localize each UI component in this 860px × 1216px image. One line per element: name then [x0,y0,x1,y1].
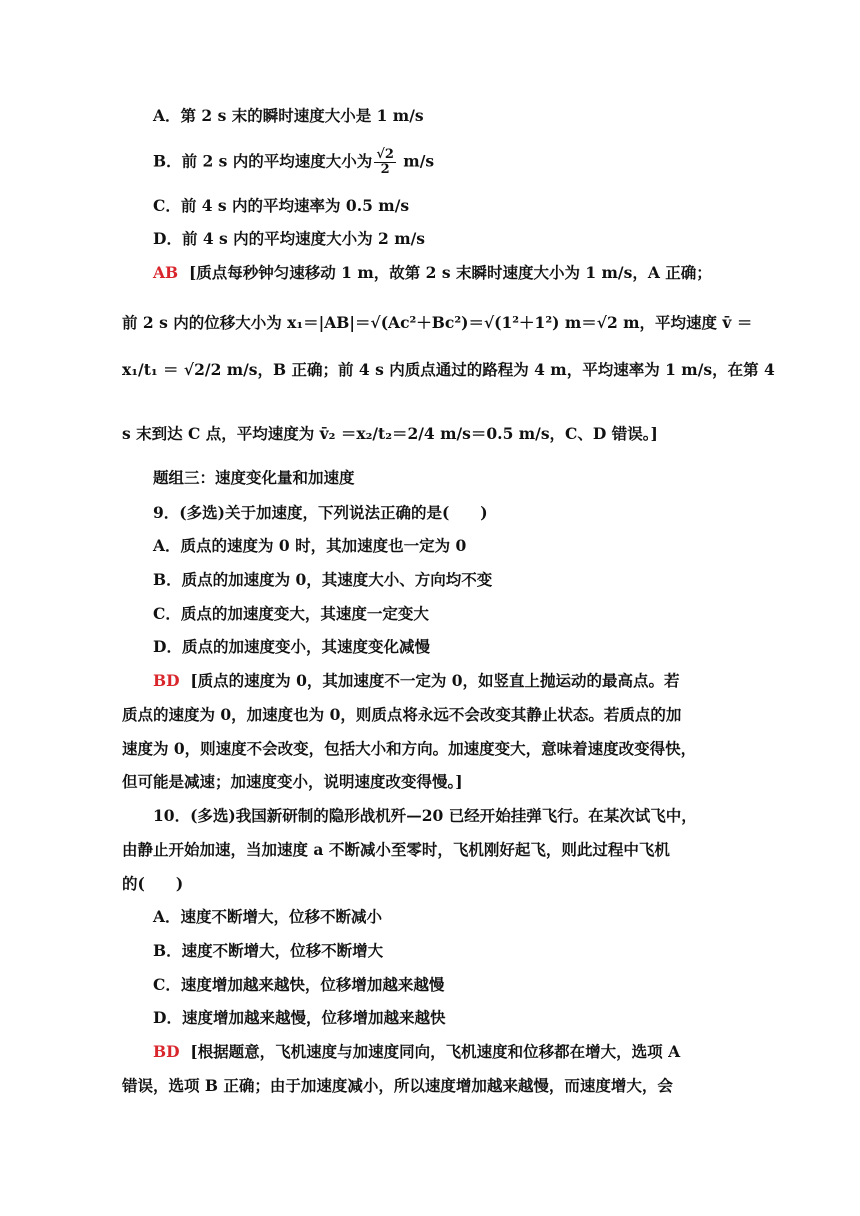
q8-option-b-fraction [374,148,396,177]
q10-stem-2: 由静止开始加速，当加速度 a 不断减小至零时，飞机刚好起飞，则此过程中飞机 [122,840,670,859]
q8-option-c: C．前 4 s 内的平均速率为 0.5 m/s [153,196,410,215]
q9-option-a: A．质点的速度为 0 时，其加速度也一定为 0 [153,536,467,555]
q8-option-b-suffix: m/s [397,151,435,171]
q8-option-b-den: 2 [380,162,390,177]
q8-option-b-prefix: B．前 2 s 内的平均速度大小为 [153,151,373,171]
q10-option-c: C．速度增加越来越快，位移增加越来越慢 [153,975,445,994]
q9-explanation-2: 质点的速度为 0，加速度也为 0，则质点将永远不会改变其静止状态。若质点的加 [122,705,682,724]
q8-answer-line-4: s 末到达 C 点，平均速度为 v̄₂ ＝x₂/t₂＝2/4 m/s＝0.5 m/s，C、D 错误。] [122,424,658,443]
q8-option-a: A．第 2 s 末的瞬时速度大小是 1 m/s [153,106,424,125]
q8-explanation-1: [质点每秒钟匀速移动 1 m，故第 2 s 末瞬时速度大小为 1 m/s，A 正确； [188,263,712,282]
q10-stem-3: 的( ) [122,874,184,893]
q8-option-b-num: √2 [376,147,394,162]
q8-answer-label: AB [153,263,179,282]
q8-answer-line-2: 前 2 s 内的位移大小为 x₁＝|AB|＝√(Ac²＋Bc²)＝√(1²＋1²) m＝√2 m，平均速度 v̄ ＝ [122,313,753,332]
q10-answer-label: BD [153,1042,180,1061]
q9-answer-line-1 [153,671,680,691]
q10-option-a: A．速度不断增大，位移不断减小 [153,907,383,926]
q9-explanation-4: 但可能是减速；加速度变小，说明速度改变得慢。] [122,772,463,791]
q9-option-d: D．质点的加速度变小，其速度变化减慢 [153,637,430,656]
q9-explanation-3: 速度为 0，则速度不会改变，包括大小和方向。加速度变大，意味着速度改变得快， [122,739,697,758]
q8-option-d: D．前 4 s 内的平均速度大小为 2 m/s [153,229,426,248]
q9-option-c: C．质点的加速度变大，其速度一定变大 [153,604,429,623]
q10-option-b: B．速度不断增大，位移不断增大 [153,941,384,960]
q10-option-d: D．速度增加越来越慢，位移增加越来越快 [153,1008,446,1027]
q9-stem: 9．(多选)关于加速度，下列说法正确的是( ) [153,503,488,522]
q9-explanation-1: [质点的速度为 0，其加速度不一定为 0，如竖直上抛运动的最高点。若 [190,671,680,690]
q10-stem-1: 10．(多选)我国新研制的隐形战机歼—20 已经开始挂弹飞行。在某次试飞中， [153,806,697,825]
q9-option-b: B．质点的加速度为 0，其速度大小、方向均不变 [153,570,493,589]
group3-title: 题组三：速度变化量和加速度 [153,468,355,487]
q8-option-b [153,148,434,177]
q8-answer-line-3: x₁/t₁ ＝ √2/2 m/s，B 正确；前 4 s 内质点通过的路程为 4 m，平均速率为 1 m/s，在第 4 [122,360,775,379]
q9-answer-label: BD [153,671,180,690]
q10-answer-line-1 [153,1042,680,1062]
q10-explanation-2: 错误，选项 B 正确；由于加速度减小，所以速度增加越来越慢，而速度增大，会 [122,1076,673,1095]
q8-answer-line-1 [153,263,712,283]
q10-explanation-1: [根据题意，飞机速度与加速度同向，飞机速度和位移都在增大，选项 A [190,1042,681,1061]
